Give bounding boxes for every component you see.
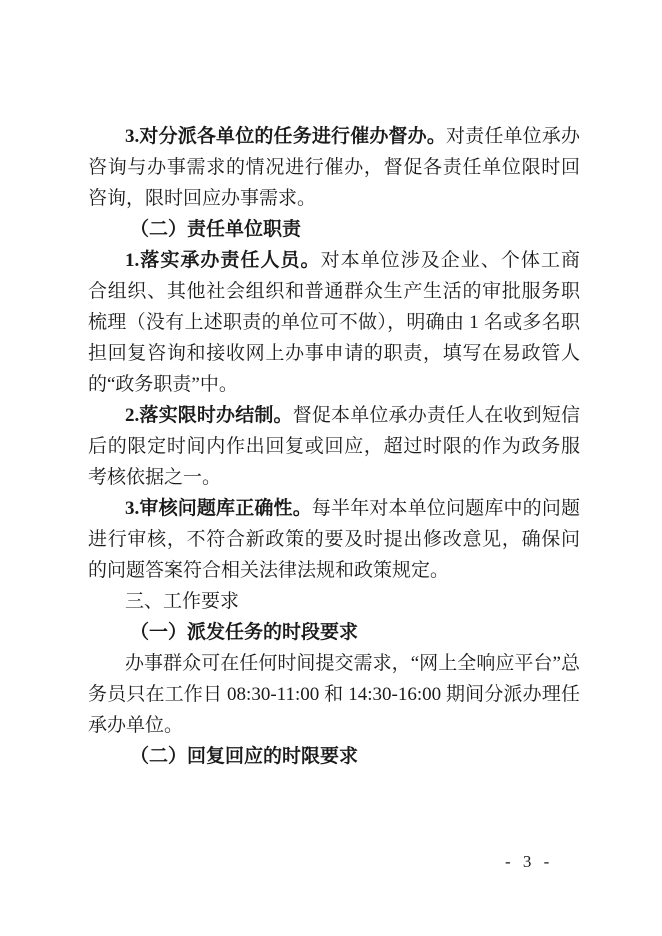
paragraph-line: 梳理（没有上述职责的单位可不做），明确由 1 名或多名职 — [88, 312, 580, 333]
bold-lead: 3.审核问题库正确性。 — [125, 498, 312, 519]
paragraph-line — [88, 493, 580, 524]
section-heading — [88, 617, 580, 648]
document-page — [88, 121, 580, 772]
paragraph-line: 承办单位。 — [88, 715, 184, 736]
bold-lead: 3.对分派各单位的任务进行催办督办。 — [125, 126, 446, 147]
paragraph-line — [88, 400, 580, 431]
bold-lead: 2.落实限时办结制。 — [125, 405, 293, 426]
paragraph-line: 务员只在工作日 08:30-11:00 和 14:30-16:00 期间分派办理任 — [88, 684, 580, 705]
paragraph-line: 的“政务职责”中。 — [88, 374, 238, 395]
heading-text: （一）派发任务的时段要求 — [130, 622, 359, 643]
text: 督促本单位承办责任人在收到短信 — [292, 405, 580, 426]
paragraph-line: 担回复咨询和接收网上办事申请的职责，填写在易政管人 — [88, 343, 580, 364]
bold-lead: 1.落实承办责任人员。 — [125, 250, 321, 271]
paragraph-line — [88, 245, 580, 276]
heading-text: （二）回复回应的时限要求 — [130, 746, 359, 767]
text: 对本单位涉及企业、个体工商 — [320, 250, 580, 271]
text: 对责任单位承办 — [446, 126, 580, 147]
paragraph-line: 的问题答案符合相关法律法规和政策规定。 — [88, 560, 450, 581]
paragraph-line: 进行审核，不符合新政策的要及时提出修改意见，确保问 — [88, 529, 580, 550]
paragraph-line: 咨询，限时回应办事需求。 — [88, 188, 317, 209]
heading-text: （二）责任单位职责 — [130, 219, 302, 240]
section-heading — [88, 214, 580, 245]
page-number: - 3 - — [505, 852, 554, 871]
section-heading: 三、工作要求 — [125, 591, 240, 612]
text: 每半年对本单位问题库中的问题 — [311, 498, 580, 519]
paragraph-line: 后的限定时间内作出回复或回应，超过时限的作为政务服 — [88, 436, 580, 457]
paragraph-line: 合组织、其他社会组织和普通群众生产生活的审批服务职 — [88, 281, 580, 302]
paragraph-line: 办事群众可在任何时间提交需求，“网上全响应平台”总 — [125, 653, 580, 674]
section-heading — [88, 741, 580, 772]
paragraph-line — [88, 121, 580, 152]
paragraph-line: 考核依据之一。 — [88, 467, 222, 488]
paragraph-line: 咨询与办事需求的情况进行催办，督促各责任单位限时回 — [88, 157, 580, 178]
